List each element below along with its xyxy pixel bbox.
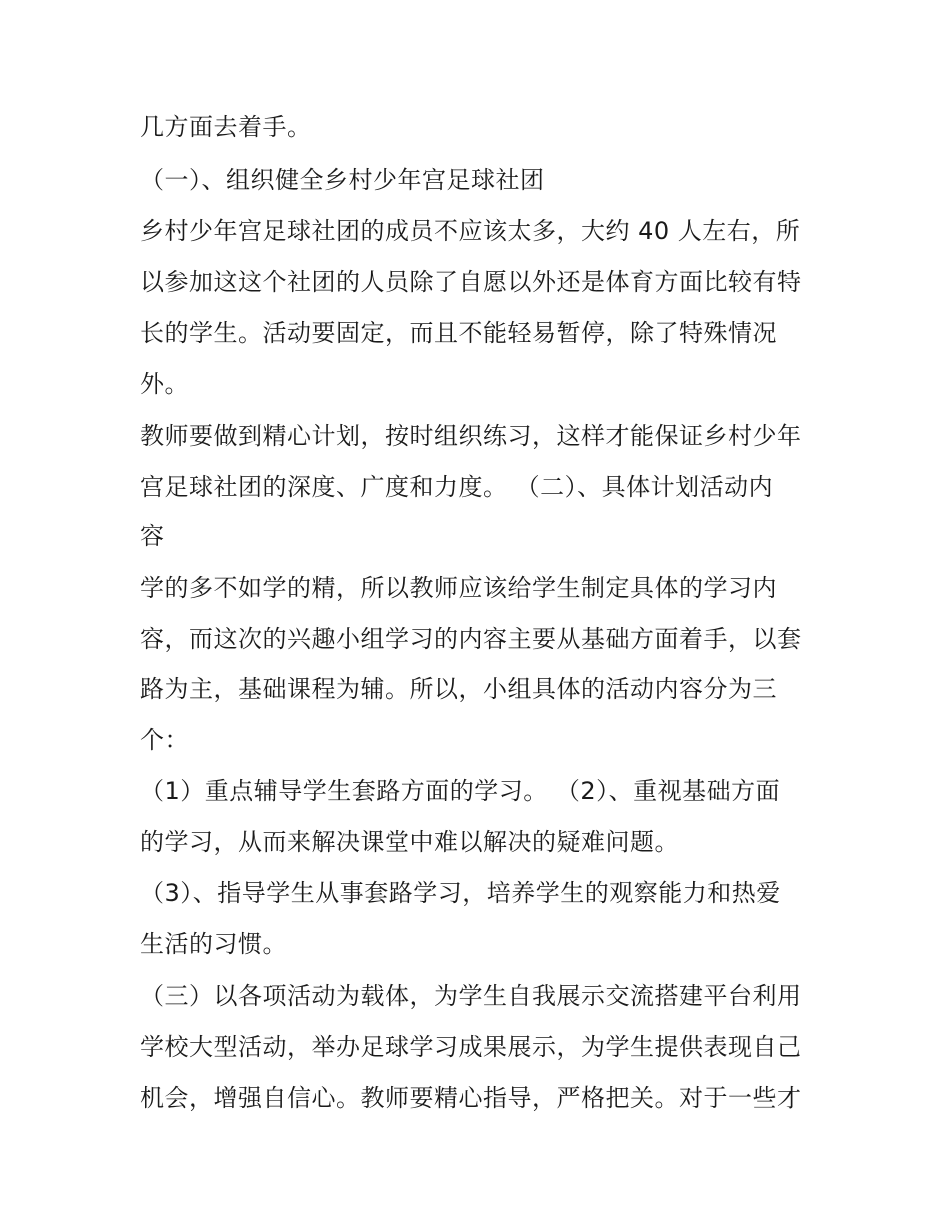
text-line: 生活的习惯。 [140, 930, 287, 958]
text-line: 以参加这这个社团的人员除了自愿以外还是体育方面比较有特 [140, 268, 802, 296]
text-line: （3）、指导学生从事套路学习，培养学生的观察能力和热爱 [140, 879, 781, 907]
text-line: 教师要做到精心计划，按时组织练习，这样才能保证乡村少年 [140, 422, 802, 450]
text-line: 学的多不如学的精，所以教师应该给学生制定具体的学习内 [140, 574, 777, 602]
text-line: 容 [140, 522, 165, 550]
text-line: 个： [140, 726, 189, 754]
text-line: 宫足球社团的深度、广度和力度。 （二）、具体计划活动内 [140, 473, 774, 501]
text-line: 几方面去着手。 [140, 113, 312, 141]
text-line: 长的学生。活动要固定，而且不能轻易暂停，除了特殊情况 [140, 319, 777, 347]
text-line: （1）重点辅导学生套路方面的学习。 （2）、重视基础方面 [140, 777, 781, 805]
section-heading: （一）、组织健全乡村少年宫足球社团 [140, 166, 545, 194]
text-line: （三）以各项活动为载体，为学生自我展示交流搭建平台利用 [140, 982, 802, 1010]
text-line: 容，而这次的兴趣小组学习的内容主要从基础方面着手，以套 [140, 625, 802, 653]
text-line: 乡村少年宫足球社团的成员不应该太多，大约 40 人左右，所 [140, 217, 801, 245]
text-line: 外。 [140, 370, 189, 398]
text-line: 路为主，基础课程为辅。所以，小组具体的活动内容分为三 [140, 675, 777, 703]
text-line: 的学习，从而来解决课堂中难以解决的疑难问题。 [140, 828, 679, 856]
text-line: 机会，增强自信心。教师要精心指导，严格把关。对于一些才 [140, 1084, 802, 1112]
text-line: 学校大型活动，举办足球学习成果展示，为学生提供表现自己 [140, 1033, 802, 1061]
